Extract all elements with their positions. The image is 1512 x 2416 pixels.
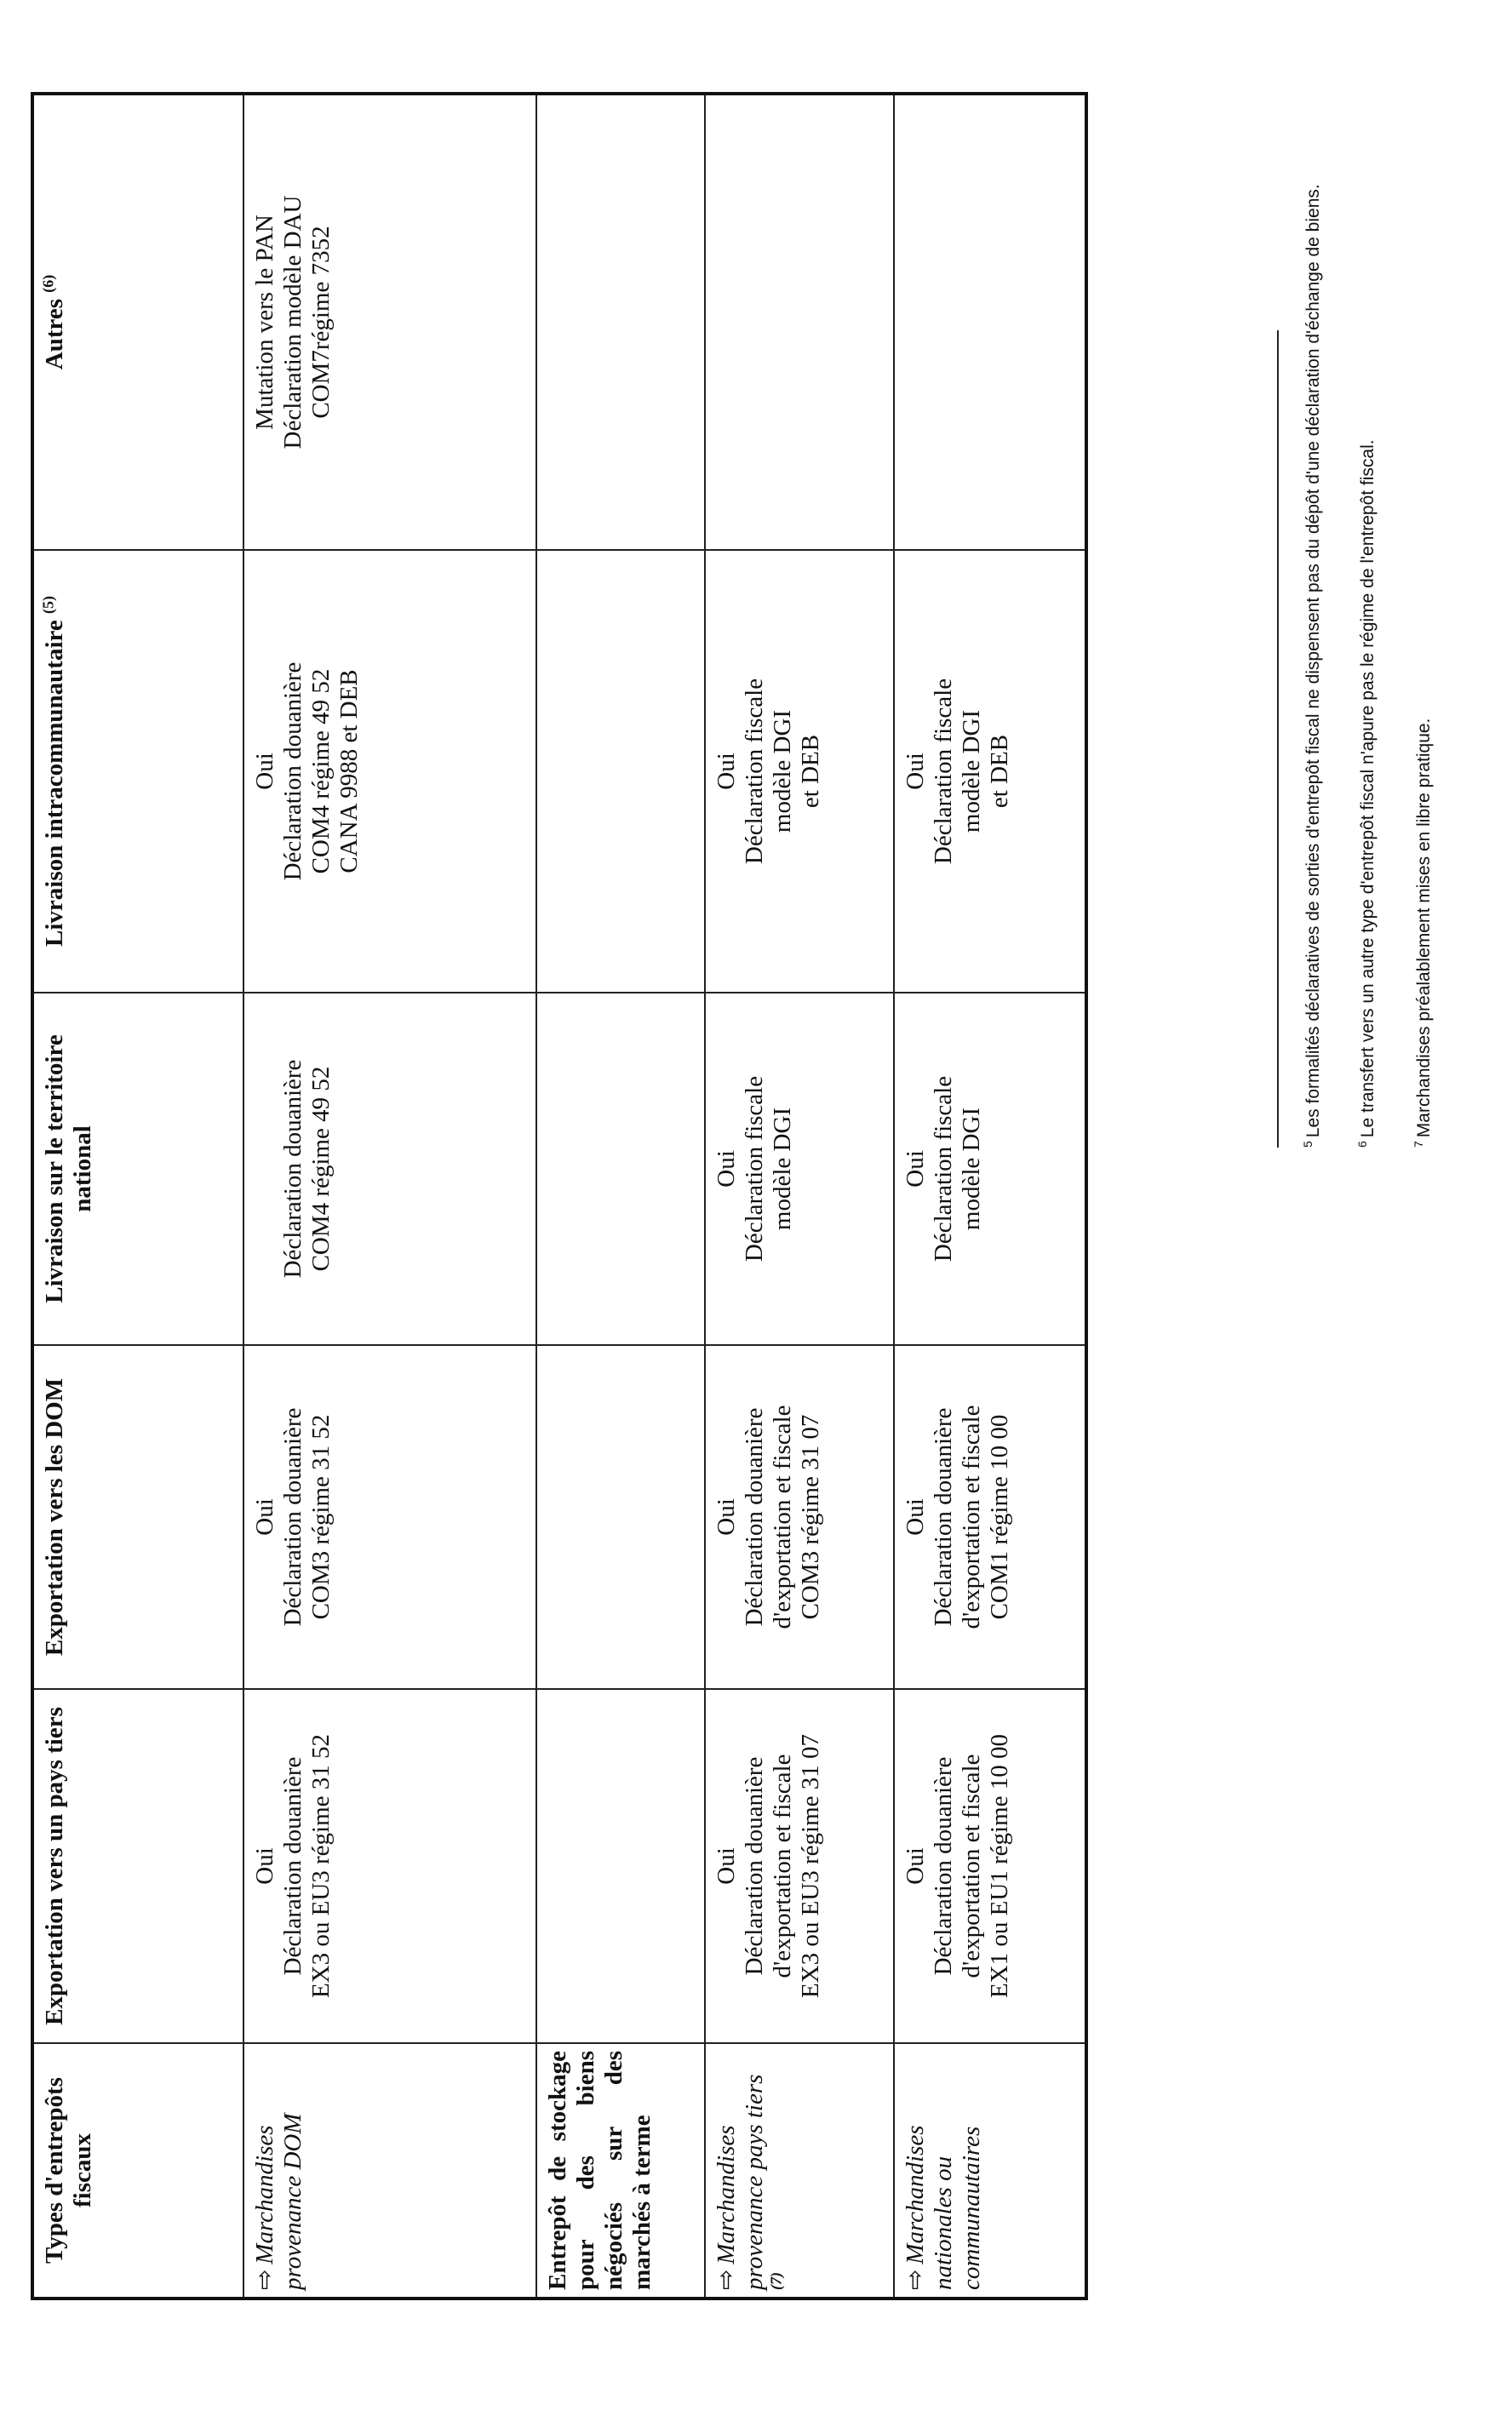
table-row xyxy=(705,94,894,2299)
cell-autres xyxy=(705,94,894,550)
cell-export-dom: Oui Déclaration douanière d'exportation et fiscale COM3 régime 31 07 xyxy=(705,1345,894,1689)
row-type: ⇨Marchandises nationales ou communautaires xyxy=(894,2043,1086,2299)
cell-national xyxy=(536,993,705,1345)
cell-export-dom: Oui Déclaration douanière COM3 régime 31 52 xyxy=(243,1345,536,1689)
table-row xyxy=(243,94,536,2299)
cell-intracom: Oui Déclaration fiscale modèle DGI et DEB xyxy=(894,550,1086,993)
cell-intracom: Oui Déclaration fiscale modèle DGI et DEB xyxy=(705,550,894,993)
cell-autres: Mutation vers le PAN Déclaration modèle DAU COM7régime 7352 xyxy=(243,94,536,550)
row-type: ⇨Marchandises provenance DOM xyxy=(243,2043,536,2299)
arrow-right-icon: ⇨ xyxy=(902,2269,929,2290)
header-autres: Autres $^{(6)}$ xyxy=(32,94,243,550)
table-row xyxy=(894,94,1086,2299)
footnote-7: $^7$Marchandises préalablement mises en libre pratique. xyxy=(1412,718,1434,1148)
cell-autres xyxy=(894,94,1086,550)
cell-export-tiers: Oui Déclaration douanière EX3 ou EU3 régime 31 52 xyxy=(243,1689,536,2043)
cell-national: Oui Déclaration fiscale modèle DGI xyxy=(705,993,894,1345)
cell-intracom xyxy=(536,550,705,993)
cell-national: Déclaration douanière COM4 régime 49 52 xyxy=(243,993,536,1345)
header-row xyxy=(32,94,243,2299)
header-national: Livraison sur le territoire national xyxy=(32,993,243,1345)
header-types: Types d'entrepôts fiscaux xyxy=(32,2043,243,2299)
footnote-divider xyxy=(1277,330,1279,1148)
cell-autres xyxy=(536,94,705,550)
entrepots-table xyxy=(31,92,1088,2300)
row-type: Entrepôt de stockage pour des biens négociés sur des marchés à terme xyxy=(536,2043,705,2299)
arrow-right-icon: ⇨ xyxy=(713,2269,740,2290)
footnote-6: $^6$Le transfert vers un autre type d'entrepôt fiscal n'apure pas le régime de l'entrepôt fiscal. xyxy=(1355,439,1377,1148)
row-type: ⇨Marchandises provenance pays tiers $^{(7)}$ xyxy=(705,2043,894,2299)
cell-intracom: Oui Déclaration douanière COM4 régime 49 52 CANA 9988 et DEB xyxy=(243,550,536,993)
footnote-5: $^5$Les formalités déclaratives de sorties d'entrepôt fiscal ne dispensent pas du dépôt d'une déclaration d'échange de biens. xyxy=(1301,184,1323,1148)
header-export-dom: Exportation vers les DOM xyxy=(32,1345,243,1689)
cell-export-tiers xyxy=(536,1689,705,2043)
cell-national: Oui Déclaration fiscale modèle DGI xyxy=(894,993,1086,1345)
cell-export-dom xyxy=(536,1345,705,1689)
header-export-tiers: Exportation vers un pays tiers xyxy=(32,1689,243,2043)
table-row xyxy=(536,94,705,2299)
header-intracom: Livraison intracommunautaire $^{(5)}$ xyxy=(32,550,243,993)
cell-export-dom: Oui Déclaration douanière d'exportation et fiscale COM1 régime 10 00 xyxy=(894,1345,1086,1689)
cell-export-tiers: Oui Déclaration douanière d'exportation et fiscale EX3 ou EU3 régime 31 07 xyxy=(705,1689,894,2043)
arrow-right-icon: ⇨ xyxy=(251,2269,278,2290)
cell-export-tiers: Oui Déclaration douanière d'exportation et fiscale EX1 ou EU1 régime 10 00 xyxy=(894,1689,1086,2043)
